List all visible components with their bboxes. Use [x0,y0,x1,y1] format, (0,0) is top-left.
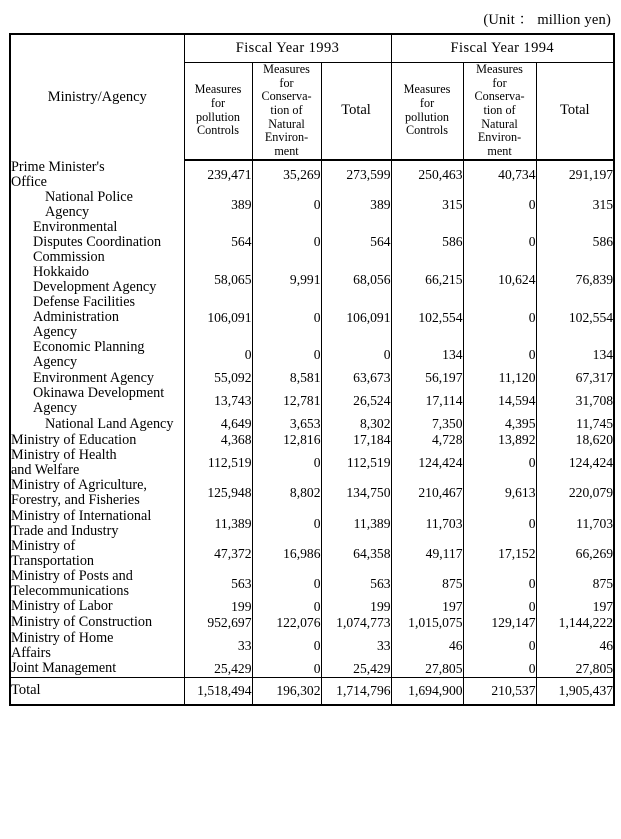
cell-value: 250,463 [391,160,463,190]
cell-value: 25,429 [321,661,391,678]
cell-value: 0 [252,190,321,220]
table-row [10,416,614,432]
row-label [10,478,184,508]
cell-value: 0 [252,340,321,370]
cell-value: 134,750 [321,478,391,508]
cell-value: 17,114 [391,386,463,416]
cell-value: 12,816 [252,432,321,448]
cell-value: 68,056 [321,265,391,295]
cell-value: 27,805 [391,661,463,678]
hdr-line: Conserva- [474,89,525,104]
cell-value: 3,653 [252,416,321,432]
cell-value: 56,197 [391,370,463,386]
cell-value: 58,065 [184,265,252,295]
cell-value: 8,302 [321,416,391,432]
row-label [10,386,184,416]
row-label-line: Ministry of Health [11,447,117,464]
hdr-line: Measures [263,62,310,76]
table-row [10,160,614,190]
cell-value: 315 [592,196,614,212]
budget-table [9,33,615,706]
cell-value: 197 [391,599,463,615]
table-row [10,615,614,631]
cell-value: 11,389 [321,509,391,539]
row-label-line: Administration [33,309,119,326]
cell-value: 33 [321,631,391,661]
cell-value: 315 [391,190,463,220]
table-row [10,661,614,678]
cell-value: 134 [391,340,463,370]
cell-value: 0 [252,661,321,678]
cell-value: 199 [184,599,252,615]
row-label [10,569,184,599]
cell-value: 33 [184,631,252,661]
cell-value: 0 [463,190,536,220]
cell-value: 64,358 [321,539,391,569]
row-label-line: Ministry of Posts and [11,567,133,584]
cell-value: 564 [184,220,252,265]
cell-value: 76,839 [575,271,614,287]
hdr-line: Conserva- [261,89,312,104]
row-label-line: Disputes Coordination [33,233,162,250]
cell-value: 4,728 [391,432,463,448]
cell-value: 106,091 [184,295,252,340]
header-fiscal-year-1993: Fiscal Year 1993 [184,34,391,63]
cell-value: 0 [463,509,536,539]
row-label-line: Total [11,682,41,699]
cell-value: 0 [463,599,536,615]
cell-value: 0 [252,448,321,478]
table-row [10,265,614,295]
cell-value: 7,350 [391,416,463,432]
cell-value: 1,144,222 [558,614,614,630]
hdr-line: Environ- [264,130,309,145]
cell-value: 122,076 [252,615,321,631]
cell-value: 563 [184,569,252,599]
hdr-line: for [419,96,435,111]
cell-value: 11,389 [184,509,252,539]
total-row [10,677,614,705]
table-body [10,160,614,678]
cell-value: 11,745 [576,416,614,432]
cell-value: 0 [463,661,536,678]
hdr-line: pollution [405,109,450,124]
cell-value: 8,581 [252,370,321,386]
hdr-line: Natural [268,116,305,131]
cell-value: 35,269 [252,160,321,190]
cell-value: 210,537 [463,677,536,705]
header-fy1994-natural-environment [463,63,536,160]
cell-value: 124,424 [568,455,614,471]
header-fy1993-total: Total [321,63,391,160]
row-label-line: and Welfare [11,462,80,479]
cell-value: 13,743 [184,386,252,416]
cell-value: 1,714,796 [321,677,391,705]
cell-value: 0 [463,295,536,340]
cell-value: 389 [184,190,252,220]
row-label-line: Commission [33,248,105,265]
cell-value: 16,986 [252,539,321,569]
row-label-line: Agency [33,400,78,417]
cell-value: 124,424 [391,448,463,478]
cell-value: 18,620 [575,432,614,448]
cell-value: 11,703 [576,515,614,531]
cell-value: 9,991 [252,265,321,295]
cell-value: 129,147 [463,615,536,631]
cell-value: 0 [252,599,321,615]
table-row [10,448,614,478]
cell-value: 563 [321,569,391,599]
cell-value: 239,471 [184,160,252,190]
cell-value: 0 [463,569,536,599]
table-row [10,295,614,340]
cell-value: 952,697 [184,615,252,631]
cell-value: 46 [599,637,614,653]
cell-value: 125,948 [184,478,252,508]
cell-value: 11,703 [391,509,463,539]
row-label [10,370,184,386]
cell-value: 13,892 [463,432,536,448]
row-label [10,160,184,190]
row-label-line: Ministry of [11,537,76,554]
row-label [10,599,184,615]
hdr-line: tion of [483,102,516,117]
table-row [10,340,614,370]
cell-value: 10,624 [463,265,536,295]
cell-value: 67,317 [575,370,614,386]
header-fy1994-total: Total [536,63,614,160]
cell-value: 197 [592,598,614,614]
row-label-line: Ministry of Labor [11,598,113,615]
cell-value: 102,554 [391,295,463,340]
cell-value: 26,524 [321,386,391,416]
row-label-line: Hokkaido [33,263,89,280]
cell-value: 66,269 [575,545,614,561]
cell-value: 40,734 [463,160,536,190]
total-row-label [10,677,184,705]
row-label-line: Joint Management [11,660,117,677]
header-year-row [10,34,614,63]
cell-value: 4,649 [184,416,252,432]
cell-value: 1,074,773 [321,615,391,631]
row-label-line: Economic Planning [33,339,145,356]
row-label-line: Development Agency [33,278,157,295]
cell-value: 0 [252,569,321,599]
row-label [10,220,184,265]
cell-value: 47,372 [184,539,252,569]
cell-value: 17,152 [463,539,536,569]
table-row [10,631,614,661]
row-label-line: Telecommunications [11,582,129,599]
row-label-line: Environmental [33,218,118,235]
cell-value: 0 [252,631,321,661]
cell-value: 9,613 [463,478,536,508]
cell-value: 0 [463,631,536,661]
budget-table-container [9,33,613,706]
cell-value: 112,519 [184,448,252,478]
cell-value: 11,120 [463,370,536,386]
cell-value: 17,184 [321,432,391,448]
row-label [10,539,184,569]
row-label [10,615,184,631]
header-ministry-agency: Ministry/Agency [10,34,184,160]
row-label [10,190,184,220]
cell-value: 63,673 [321,370,391,386]
row-label-line: Okinawa Development [33,385,165,402]
hdr-line: Controls [197,123,239,138]
hdr-line: Environ- [477,130,522,145]
cell-value: 0 [252,295,321,340]
row-label-line: Defense Facilities [33,294,136,311]
row-label [10,340,184,370]
hdr-line: Natural [481,116,518,131]
row-label [10,631,184,661]
unit-note: (Unit ： million yen) [483,12,611,28]
cell-value: 875 [391,569,463,599]
row-label-line: Ministry of Agriculture, [11,477,147,494]
table-row [10,432,614,448]
hdr-line: for [279,75,294,90]
cell-value: 273,599 [321,160,391,190]
row-label-line: Forestry, and Fisheries [11,492,140,509]
row-label-line: Ministry of Home [11,629,114,646]
cell-value: 4,395 [463,416,536,432]
cell-value: 199 [321,599,391,615]
cell-value: 102,554 [568,309,614,325]
table-foot [10,677,614,705]
row-label [10,448,184,478]
cell-value: 27,805 [536,661,614,678]
cell-value: 389 [321,190,391,220]
table-row [10,569,614,599]
cell-value: 1,694,900 [391,677,463,705]
table-row [10,478,614,508]
row-label-line: Transportation [11,552,95,569]
row-label-line: Environment Agency [33,369,154,386]
cell-value: 112,519 [321,448,391,478]
cell-value: 0 [321,340,391,370]
hdr-line: ment [274,143,299,158]
row-label-line: Agency [45,203,90,220]
hdr-line: Measures [403,82,451,97]
table-row [10,190,614,220]
row-label-line: Agency [33,324,78,341]
cell-value: 1,015,075 [391,615,463,631]
cell-value: 210,467 [391,478,463,508]
table-row [10,539,614,569]
hdr-line: for [210,96,226,111]
cell-value: 875 [592,575,614,591]
row-label-line: Affairs [11,644,51,661]
hdr-line: Measures [194,82,242,97]
hdr-line: tion of [270,102,303,117]
row-label-line: Ministry of Education [11,431,137,448]
cell-value: 196,302 [252,677,321,705]
cell-value: 12,781 [252,386,321,416]
header-fy1993-pollution-controls [184,63,252,160]
row-label-line: National Land Agency [45,415,174,432]
cell-value: 0 [252,509,321,539]
cell-value: 586 [592,234,614,250]
cell-value: 31,708 [575,393,614,409]
hdr-line: Controls [406,123,449,138]
hdr-line: for [492,75,507,90]
row-label [10,432,184,448]
hdr-line: Measures [476,62,523,76]
cell-value: 46 [391,631,463,661]
row-label [10,509,184,539]
table-row [10,220,614,265]
row-label [10,265,184,295]
row-label-line: Ministry of Construction [11,614,153,631]
table-row [10,386,614,416]
cell-value: 49,117 [391,539,463,569]
cell-value: 220,079 [568,485,614,501]
row-label-line: Trade and Industry [11,522,119,539]
row-label-line: Ministry of International [11,507,152,524]
cell-value: 66,215 [391,265,463,295]
cell-value: 14,594 [463,386,536,416]
row-label-line: Agency [33,354,78,371]
cell-value: 25,429 [184,661,252,678]
row-label [10,295,184,340]
header-fiscal-year-1994: Fiscal Year 1994 [391,34,614,63]
cell-value: 134 [592,347,614,363]
cell-value: 0 [463,220,536,265]
cell-value: 0 [252,220,321,265]
cell-value: 0 [184,340,252,370]
cell-value: 4,368 [184,432,252,448]
row-label-line: Prime Minister's [11,158,105,175]
cell-value: 0 [463,448,536,478]
table-row [10,599,614,615]
table-row [10,370,614,386]
table-row [10,509,614,539]
row-label [10,416,184,432]
hdr-line: pollution [195,109,240,124]
cell-value: 0 [463,340,536,370]
header-fy1994-pollution-controls [391,63,463,160]
row-label [10,661,184,678]
row-label-line: Office [11,173,47,190]
table-head [10,34,614,160]
cell-value: 55,092 [184,370,252,386]
row-label-line: National Police [45,188,133,205]
cell-value: 586 [391,220,463,265]
hdr-line: ment [487,143,512,158]
header-fy1993-natural-environment [252,63,321,160]
cell-value: 291,197 [568,167,614,183]
cell-value: 1,518,494 [184,677,252,705]
cell-value: 8,802 [252,478,321,508]
cell-value: 1,905,437 [558,682,614,698]
cell-value: 106,091 [321,295,391,340]
cell-value: 564 [321,220,391,265]
